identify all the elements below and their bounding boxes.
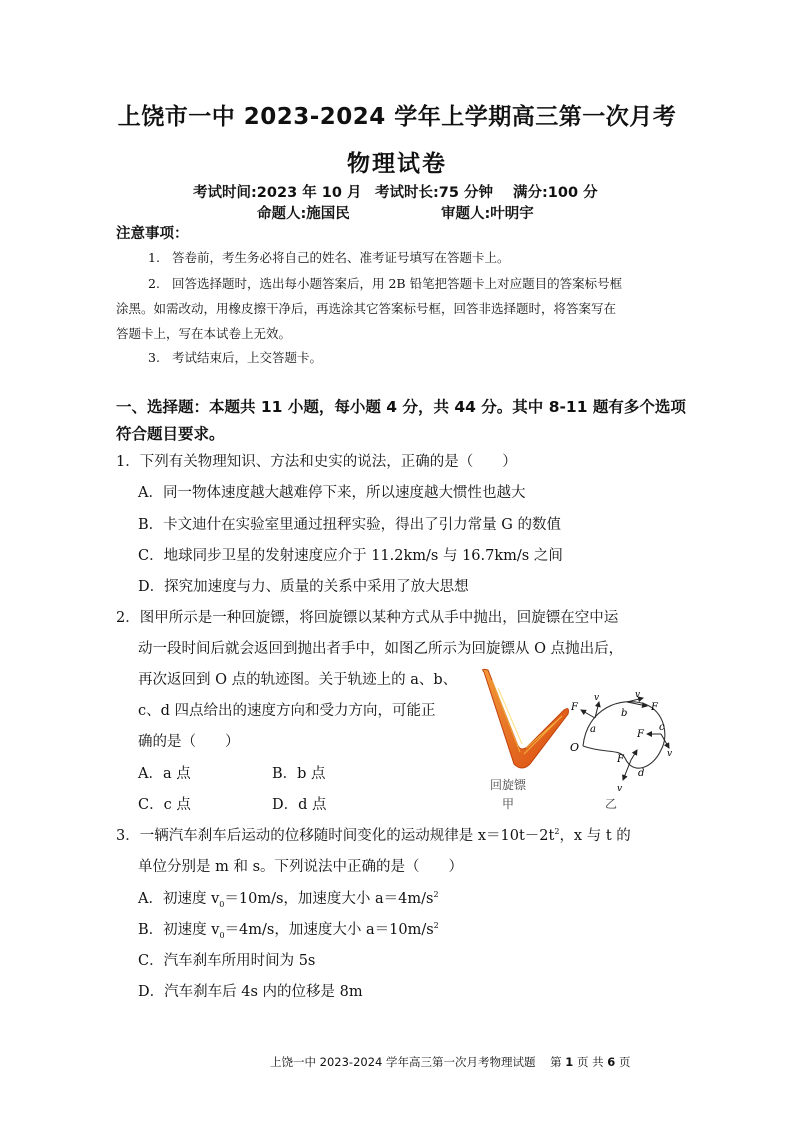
trajectory-figure [565, 688, 685, 800]
q3-option-a: A．初速度 $v_0=10m/s$，加速度大小 $a=4m/s^2$ [138, 890, 439, 909]
q1-option-a: A．同一物体速度越大越难停下来，所以速度越大惯性也越大 [138, 485, 526, 501]
c-force-label: F [637, 729, 644, 740]
section-heading-cont: 符合题目要求。 [116, 425, 225, 443]
figure-yi-label: 乙 [604, 797, 617, 811]
boomerang-label: 回旋镖 [489, 778, 526, 792]
q2-stem-line: 动一段时间后就会返回到抛出者手中，如图乙所示为回旋镖从 O 点抛出后， [138, 641, 624, 657]
q3-option-c: C．汽车刹车所用时间为 5s [138, 953, 316, 969]
c-velocity-label: v [667, 749, 673, 759]
exam-title: 上饶市一中 2023-2024 学年上学期高三第一次月考 [117, 104, 677, 130]
exam-duration: 考试时长:75 分钟 [375, 185, 494, 201]
q2-stem-line: 再次返回到 O 点的轨迹图。关于轨迹上的 a、b、 [138, 672, 458, 688]
b-velocity-label: v [635, 690, 641, 700]
note-item: 1. 答卷前，考生务必将自己的姓名、准考证号填写在答题卡上。 [148, 250, 510, 265]
note-item: 3. 考试结束后，上交答题卡。 [148, 350, 323, 365]
exam-time: 考试时间:2023 年 10 月 [193, 185, 362, 201]
q1-option-c: C．地球同步卫星的发射速度应介于 11.2km/s 与 16.7km/s 之间 [138, 548, 563, 564]
q2-option-c: C．c 点 [138, 797, 191, 813]
boomerang-figure [478, 664, 573, 776]
page-footer: 上饶一中 2023-2024 学年高三第一次月考物理试题 第 1 页 共 6 页 [270, 1055, 631, 1069]
q2-stem-line: 2．图甲所示是一种回旋镖，将回旋镖以某种方式从手中抛出，回旋镖在空中运 [116, 610, 619, 626]
notes-heading: 注意事项： [116, 226, 189, 242]
a-velocity-label: v [594, 693, 600, 703]
a-force-label: F [571, 702, 578, 713]
figure-jia-label: 甲 [501, 797, 514, 811]
d-force-arrow [631, 750, 637, 760]
b-force-label: F [651, 702, 658, 713]
q2-option-a: A．a 点 [138, 766, 191, 782]
q1-option-d: D．探究加速度与力、质量的关系中采用了放大思想 [138, 579, 469, 595]
q3-option-b: B．初速度 $v_0=4m/s$，加速度大小 $a=10m/s^2$ [138, 921, 439, 940]
a-force-arrow [581, 710, 595, 718]
note-item-cont: 答题卡上，写在本试卷上无效。 [116, 326, 292, 341]
point-d-label: d [638, 768, 645, 779]
d-velocity-arrow [623, 760, 631, 780]
q3-stem-line: 单位分别是 m 和 s。下列说法中正确的是（ ） [138, 859, 464, 875]
q1-option-b: B．卡文迪什在实验室里通过扭秤实验，得出了引力常量 G 的数值 [138, 517, 561, 533]
exam-full-score: 满分:100 分 [513, 185, 598, 201]
q2-option-d: D．d 点 [272, 797, 327, 813]
q1-stem: 1．下列有关物理知识、方法和史实的说法，正确的是（ ） [116, 454, 517, 470]
boomerang-shape [483, 669, 569, 768]
d-force-label: F [617, 754, 624, 765]
exam-subtitle: 物理试卷 [347, 151, 447, 177]
point-a-label: a [590, 724, 596, 735]
d-velocity-label: v [617, 784, 623, 794]
q2-option-b: B．b 点 [272, 766, 326, 782]
note-item-cont: 涂黑。如需改动，用橡皮擦干净后，再选涂其它答案标号框，回答非选择题时，将答案写在 [116, 301, 617, 316]
exam-reviewer: 审题人:叶明宇 [441, 206, 534, 222]
exam-setter: 命题人:施国民 [257, 206, 350, 222]
q3-option-d: D．汽车刹车后 4s 内的位移是 8m [138, 984, 363, 1000]
point-b-label: b [621, 708, 628, 719]
q2-stem-line: c、d 四点给出的速度方向和受力方向，可能正 [138, 703, 436, 719]
a-velocity-arrow [595, 702, 599, 718]
point-o-label: O [570, 741, 580, 754]
note-item: 2. 回答选择题时，选出每小题答案后，用 2B 铅笔把答题卡上对应题目的答案标号框 [148, 276, 623, 291]
q3-stem-line: 3．一辆汽车刹车后运动的位移随时间变化的运动规律是 $x=10t-2t^2$，x 与 t 的 [116, 827, 631, 844]
q2-stem-line: 确的是（ ） [138, 734, 240, 750]
point-c-label: c [659, 722, 665, 733]
section-heading: 一、选择题：本题共 11 小题，每小题 4 分，共 44 分。其中 8-11 题有多个选项 [116, 398, 686, 416]
